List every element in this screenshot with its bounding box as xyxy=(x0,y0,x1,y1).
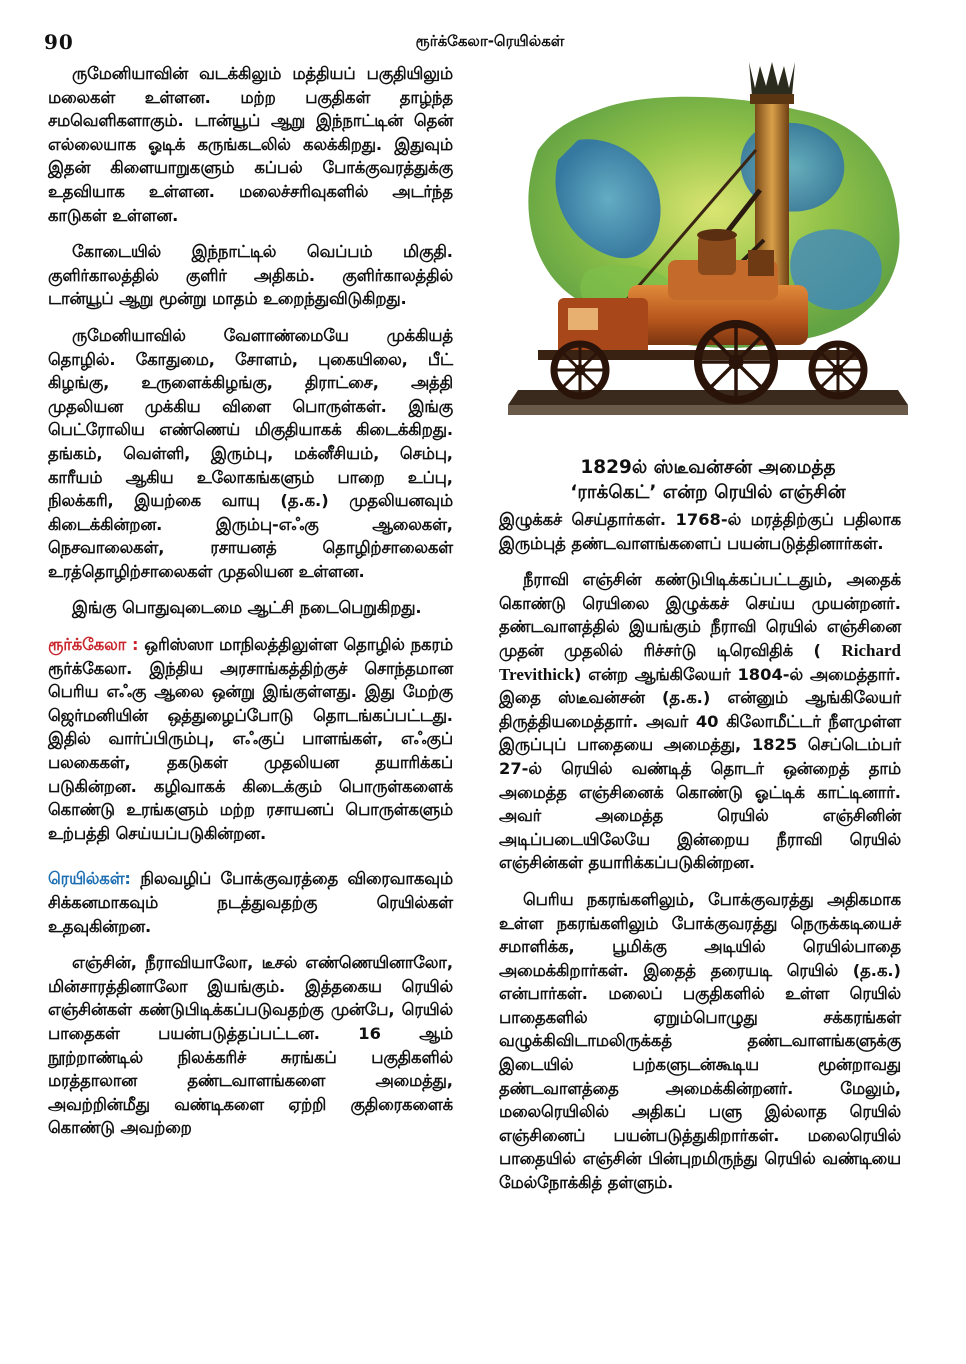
paragraph-iron-rails: இழுக்கச் செய்தார்கள். 1768-ல் மரத்திற்குப் பதிலாக இரும்புத் தண்டவாளங்களைப் பயன்படுத்தினார்கள். xyxy=(499,510,901,553)
paragraph-romania-economy: ருமேனியாவில் வேளாண்மையே முக்கியத் தொழில். கோதுமை, சோளம், புகையிலை, பீட் கிழங்கு, உருளைக்கிழங்கு, திராட்சை, அத்தி முதலியன முக்கிய விளை பொருள்கள். இங்கு பெட்ரோலிய எண்ணெய் மிகுதியாகக் கிடைக்கிறது. தங்கம், வெள்ளி, இரும்பு, மக்னீசியம், செம்பு, காரீயம் ஆகிய உலோகங்களும் பாறை உப்பு, நிலக்கரி, இயற்கை வாயு (த.க.) முதலியனவும் கிடைக்கின்றன. இரும்பு-எஃகு ஆலைகள், நெசவாலைகள், ரசாயனத் தொழிற்சாலைகள் உரத்தொழிற்சாலைகள் முதலியன உள்ளன. xyxy=(48,325,453,581)
paragraph-steam-engine xyxy=(499,568,901,875)
paragraph-underground-mountain-rail: பெரிய நகரங்களிலும், போக்குவரத்து அதிகமாக உள்ள நகரங்களிலும் போக்குவரத்து நெருக்கடியைச் சமாளிக்க, பூமிக்கு அடியில் ரெயில்பாதை அமைக்கிறார்கள். இதைத் தரையடி ரெயில் (த.க.) என்பார்கள். மலைப் பகுதிகளில் உள்ள ரெயில் பாதைகளில் ஏறும்பொழுது சக்கரங்கள் வழுக்கிவிடாமலிருக்கத் தண்டவாளங்களுக்கு இடையில் பற்களுடன்கூடிய மூன்றாவது தண்டவாளத்தை அமைக்கின்றனர். மேலும், மலைரெயிலில் அதிகப் பளு இல்லாத ரெயில் எஞ்சினைப் பயன்படுத்துகிறார்கள். மலைரெயில் பாதையில் எஞ்சின் பின்புறமிருந்து ரெயில் வண்டியை மேல்நோக்கித் தள்ளும். xyxy=(499,889,901,1193)
entry-heading-rourkela: ரூர்க்கேலா : xyxy=(48,635,139,655)
running-title: ரூர்க்கேலா-ரெயில்கள் xyxy=(415,32,565,50)
paragraph-romania-climate: கோடையில் இந்நாட்டில் வெப்பம் மிகுதி. குளிர்காலத்தில் குளிர் அதிகம். குளிர்காலத்தில் டான்யூப் ஆறு மூன்று மாதம் உறைந்துவிடுகிறது. xyxy=(48,242,453,309)
right-column xyxy=(499,508,901,1208)
paragraph-romania-government: இங்கு பொதுவுடைமை ஆட்சி நடைபெறுகிறது. xyxy=(72,598,422,618)
entry-text-railways: நிலவழிப் போக்குவரத்தை விரைவாகவும் சிக்கனமாகவும் நடத்துவதற்கு ரெயில்கள் உதவுகின்றன. xyxy=(48,869,453,936)
entry-railways xyxy=(48,867,453,938)
entry-rourkela xyxy=(48,633,453,845)
paragraph-engine-history: எஞ்சின், நீராவியாலோ, டீசல் எண்ணெயினாலோ, மின்சாரத்தினாலோ இயங்கும். இத்தகைய ரெயில் எஞ்சின்கள் கண்டுபிடிக்கப்படுவதற்கு முன்பே, ரெயில் பாதைகள் பயன்படுத்தப்பட்டன. 16 ஆம் நூற்றாண்டில் நிலக்கரிச் சுரங்கப் பகுதிகளில் மரத்தாலான தண்டவாளங்களை அமைத்து, அவற்றின்மீது வண்டிகளை ஏற்றி குதிரைகளைக் கொண்டு அவற்றை xyxy=(48,953,453,1138)
caption-line-1: 1829ல் ஸ்டீவன்சன் அமைத்த xyxy=(580,457,836,478)
entry-text-rourkela: ஒரிஸ்ஸா மாநிலத்திலுள்ள தொழில் நகரம் ரூர்க்கேலா. இந்திய அரசாங்கத்திற்குச் சொந்தமான பெரிய எஃகு ஆலை ஒன்று இங்குள்ளது. இது மேற்கு ஜெர்மனியின் ஒத்துழைப்போடு தொடங்கப்பட்டது. இதில் வார்ப்பிரும்பு, எஃகுப் பாளங்கள், எஃகுப் பலகைகள், தகடுகள் முதலியன தயாரிக்கப் படுகின்றன. கழிவாகக் கிடைக்கும் பொருள்களைக் கொண்டு உரங்களும் மற்ற ரசாயனப் பொருள்களும் உற்பத்தி செய்யப்படுகின்றன. xyxy=(48,635,453,843)
left-column xyxy=(48,62,453,1153)
rocket-locomotive-illustration xyxy=(498,40,918,452)
figure-caption xyxy=(498,455,918,505)
name-richard-trevithick: Richard Trevithick xyxy=(499,640,901,684)
caption-line-2: ‘ராக்கெட்’ என்ற ரெயில் எஞ்சின் xyxy=(570,482,846,503)
entry-heading-railways: ரெயில்கள்: xyxy=(48,869,131,889)
steam-engine-text-b: ) என்ற ஆங்கிலேயர் 1804-ல் அமைத்தார். இதை ஸ்டீவன்சன் (த.க.) என்னும் ஆங்கிலேயர் திருத்தியமைத்தார். அவர் 40 கிலோமீட்டர் நீளமுள்ள இருப்புப் பாதையை அமைத்து, 1825 செப்டெம்பர் 27-ல் ரெயில் வண்டித் தொடர் ஒன்றைத் தாம் அமைத்த எஞ்சினைக் கொண்டு ஓட்டிக் காட்டினார். அவர் அமைத்த ரெயில் எஞ்சினின் அடிப்படையிலேயே இன்றைய நீராவி ரெயில் எஞ்சின்கள் தயாரிக்கப்படுகின்றன. xyxy=(499,664,901,873)
page-number: 90 xyxy=(44,30,74,54)
steam-engine-text-a: நீராவி எஞ்சின் கண்டுபிடிக்கப்பட்டதும், அதைக் கொண்டு ரெயிலை இழுக்கச் செய்ய முயன்றனர். தண்டவாளத்தில் இயங்கும் நீராவி ரெயில் எஞ்சினை முதன் முதலில் ரிச்சர்டு டிரெவிதிக் ( xyxy=(499,570,901,660)
paragraph-romania-geography: ருமேனியாவின் வடக்கிலும் மத்தியப் பகுதியிலும் மலைகள் உள்ளன. மற்ற பகுதிகள் தாழ்ந்த சமவெளிகளாகும். டான்யூப் ஆறு இந்நாட்டின் தென் எல்லையாக ஓடிக் கருங்கடலில் கலக்கிறது. இதுவும் இதன் கிளையாறுகளும் கப்பல் போக்குவரத்துக்கு உதவியாக உள்ளன. மலைச்சரிவுகளில் அடர்ந்த காடுகள் உள்ளன. xyxy=(48,64,453,225)
